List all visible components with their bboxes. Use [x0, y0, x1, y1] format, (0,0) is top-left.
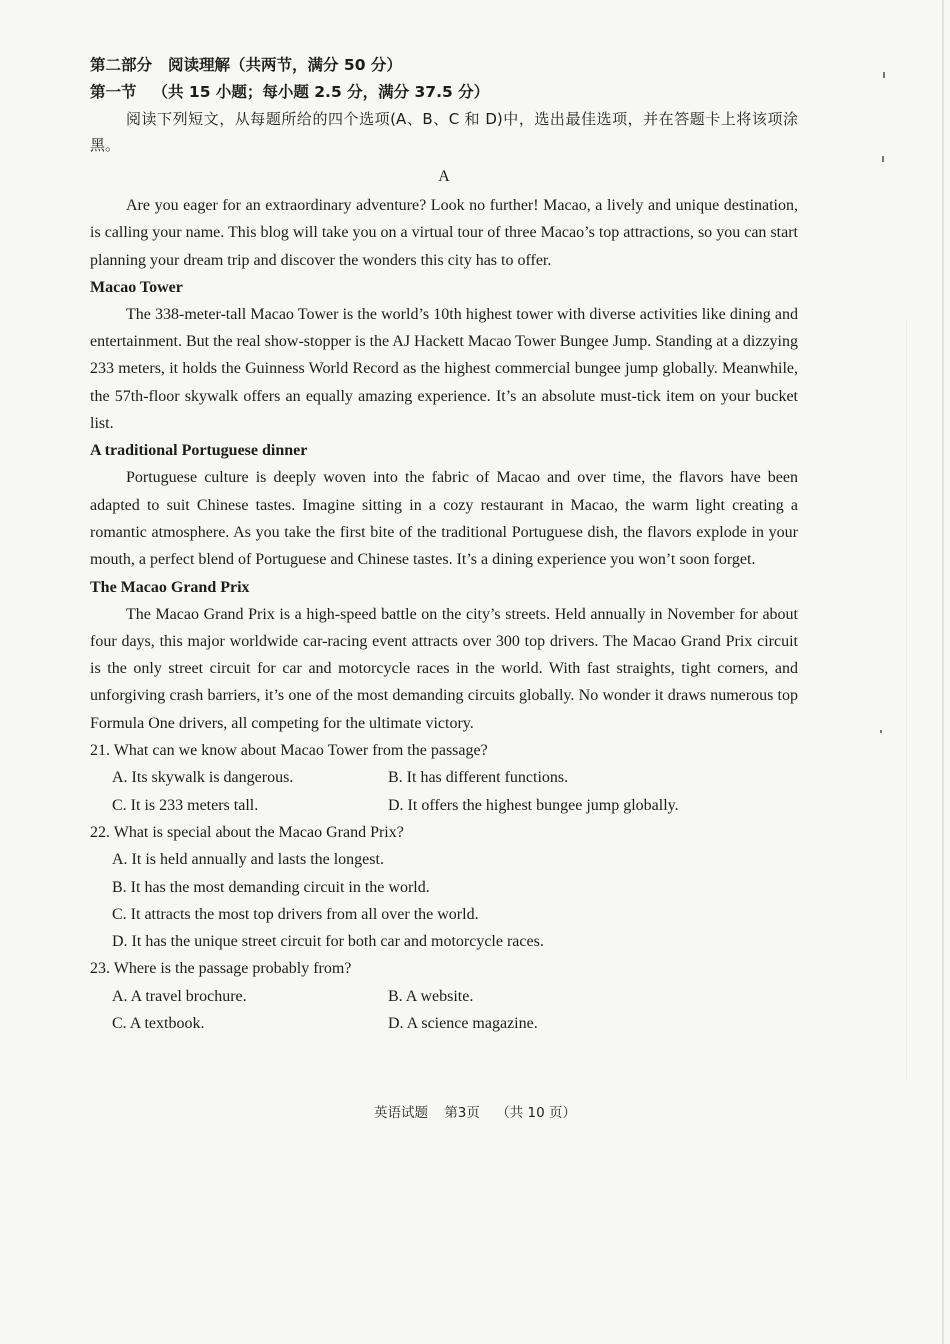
question-23-options-row-1 — [90, 983, 798, 1010]
instructions: 阅读下列短文，从每题所给的四个选项(A、B、C 和 D)中，选出最佳选项，并在答题卡上将该项涂黑。 — [90, 110, 798, 154]
footer-page: 第3页 — [444, 1105, 480, 1121]
question-23-options-row-2 — [90, 1010, 798, 1037]
option-21-b: B. It has different functions. — [388, 769, 569, 787]
scan-speck — [882, 156, 884, 162]
option-23-a: A. A travel brochure. — [112, 987, 247, 1005]
section-header — [90, 79, 798, 106]
section-text-dinner: Portuguese culture is deeply woven into the fabric of Macao and over time, the flavors have been adapted to suit Chinese tastes. Imagine sitting in a cozy restaurant in Macao, the warm light creating a romantic atmosphere. As you take the first bite of the traditional Portuguese dish, the flavors explode in your mouth, a perfect blend of Portuguese and Chinese tastes. It’s a dining experience you won’t soon forget. — [90, 469, 798, 569]
section-label: 第一节 — [90, 83, 137, 101]
question-22: 22. What is special about the Macao Grand Prix? — [90, 823, 404, 841]
section-heading-grand-prix: The Macao Grand Prix — [90, 578, 250, 596]
part-label: 第二部分 — [90, 56, 153, 74]
option-23-c: C. A textbook. — [112, 1015, 205, 1033]
question-21: 21. What can we know about Macao Tower from the passage? — [90, 742, 488, 760]
option-22-d: D. It has the unique street circuit for both car and motorcycle races. — [112, 933, 544, 951]
page-footer — [0, 1101, 950, 1121]
scan-speck — [880, 730, 882, 733]
part-header — [90, 52, 798, 79]
passage-letter: A — [438, 168, 450, 185]
part-title: 阅读理解（共两节，满分 50 分） — [168, 56, 402, 74]
option-23-d: D. A science magazine. — [388, 1015, 538, 1033]
section-heading-tower: Macao Tower — [90, 278, 183, 296]
section-text-tower: The 338-meter-tall Macao Tower is the world’s 10th highest tower with diverse activities like dining and entertainment. But the real show-stopper is the AJ Hackett Macao Tower Bungee Jump. Standing at a dizzying 233 meters, it holds the Guinness World Record as the highest commercial bungee jump globally. Meanwhile, the 57th-floor skywalk offers an equally amazing experience. It’s an absolute must-tick item on your bucket list. — [90, 305, 798, 433]
option-21-a: A. Its skywalk is dangerous. — [112, 769, 294, 787]
option-22-a: A. It is held annually and lasts the longest. — [112, 851, 384, 869]
question-23: 23. Where is the passage probably from? — [90, 960, 352, 978]
option-22-b: B. It has the most demanding circuit in the world. — [112, 878, 430, 896]
option-21-d: D. It offers the highest bungee jump globally. — [388, 796, 679, 814]
question-21-options-row-1 — [90, 764, 798, 791]
option-21-c: C. It is 233 meters tall. — [112, 796, 259, 814]
footer-total: （共 10 页） — [496, 1105, 576, 1121]
option-23-b: B. A website. — [388, 987, 474, 1005]
footer-subject: 英语试题 — [374, 1105, 429, 1121]
passage-intro: Are you eager for an extraordinary adventure? Look no further! Macao, a lively and unique destination, is calling your name. This blog will take you on a virtual tour of three Macao’s top attractions, so you can start planning your dream trip and discover the wonders this city has to offer. — [90, 197, 798, 269]
option-22-c: C. It attracts the most top drivers from all over the world. — [112, 905, 479, 923]
section-title: （共 15 小题；每小题 2.5 分，满分 37.5 分） — [152, 83, 490, 101]
exam-content — [90, 52, 798, 1037]
scan-speck — [883, 72, 885, 78]
question-21-options-row-2 — [90, 792, 798, 819]
section-heading-dinner: A traditional Portuguese dinner — [90, 442, 308, 460]
scan-edge-line — [942, 0, 944, 1344]
section-text-grand-prix: The Macao Grand Prix is a high-speed battle on the city’s streets. Held annually in November for about four days, this major worldwide car-racing event attracts over 300 top drivers. The Macao Grand Prix circuit is the only street circuit for car and motorcycle races in the world. With fast straights, tight corners, and unforgiving crash barriers, it’s one of the most demanding circuits globally. No wonder it draws numerous top Formula One drivers, all competing for the ultimate victory. — [90, 605, 798, 732]
scan-fold-line — [906, 320, 907, 1080]
